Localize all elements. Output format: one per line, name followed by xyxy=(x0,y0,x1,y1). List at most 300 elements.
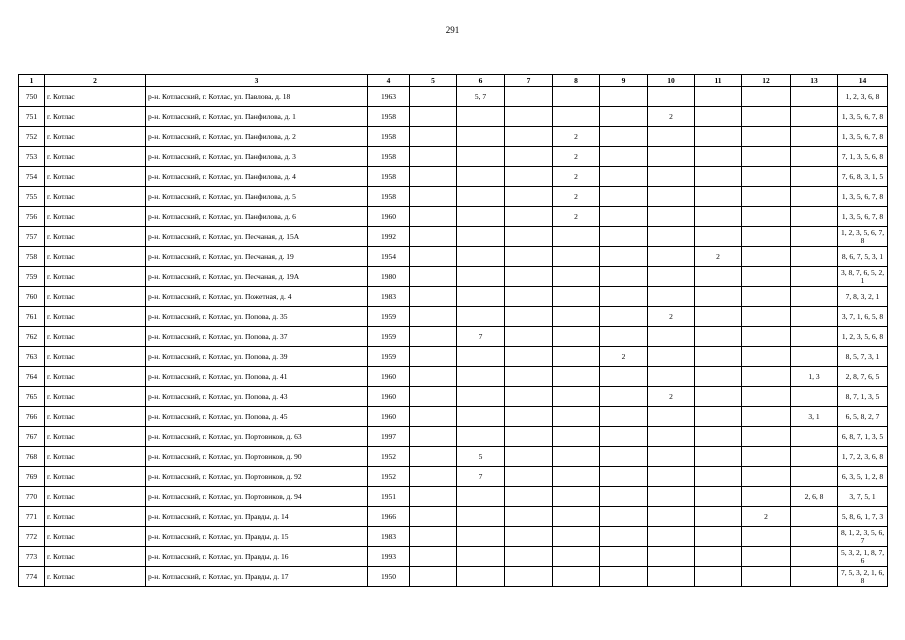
col-7-cell xyxy=(505,287,553,307)
column-header-1: 1 xyxy=(19,75,45,87)
settlement-cell: г. Котлас xyxy=(45,547,146,567)
col-5-cell xyxy=(410,427,457,447)
table-row xyxy=(19,507,888,527)
col-8-cell xyxy=(553,87,600,107)
col-6-cell xyxy=(457,187,505,207)
column-header-7: 7 xyxy=(505,75,553,87)
col-13-cell xyxy=(791,207,838,227)
address-cell: р-н. Котласский, г. Котлас, ул. Попова, д. 37 xyxy=(146,327,368,347)
col-14-cell: 2, 8, 7, 6, 5 xyxy=(838,367,888,387)
col-8-cell xyxy=(553,367,600,387)
col-8-cell xyxy=(553,547,600,567)
col-14-cell: 1, 3, 5, 6, 7, 8 xyxy=(838,127,888,147)
row-number-cell: 757 xyxy=(19,227,45,247)
col-14-cell: 5, 3, 2, 1, 8, 7, 6 xyxy=(838,547,888,567)
col-8-cell xyxy=(553,327,600,347)
col-7-cell xyxy=(505,267,553,287)
col-10-cell xyxy=(648,147,695,167)
col-8-cell: 2 xyxy=(553,187,600,207)
col-14-cell: 7, 5, 3, 2, 1, 6, 8 xyxy=(838,567,888,587)
col-13-cell xyxy=(791,447,838,467)
col-12-cell xyxy=(742,527,791,547)
table-row xyxy=(19,287,888,307)
row-number-cell: 763 xyxy=(19,347,45,367)
col-13-cell xyxy=(791,187,838,207)
col-5-cell xyxy=(410,167,457,187)
col-10-cell xyxy=(648,327,695,347)
address-cell: р-н. Котласский, г. Котлас, ул. Панфилова, д. 2 xyxy=(146,127,368,147)
col-10-cell xyxy=(648,207,695,227)
col-7-cell xyxy=(505,87,553,107)
year-built-cell: 1951 xyxy=(368,487,410,507)
column-header-6: 6 xyxy=(457,75,505,87)
col-12-cell xyxy=(742,407,791,427)
col-7-cell xyxy=(505,247,553,267)
address-cell: р-н. Котласский, г. Котлас, ул. Песчаная, д. 15А xyxy=(146,227,368,247)
table-row xyxy=(19,307,888,327)
year-built-cell: 1960 xyxy=(368,367,410,387)
row-number-cell: 755 xyxy=(19,187,45,207)
address-cell: р-н. Котласский, г. Котлас, ул. Портовиков, д. 92 xyxy=(146,467,368,487)
col-9-cell xyxy=(600,467,648,487)
col-7-cell xyxy=(505,447,553,467)
col-13-cell xyxy=(791,427,838,447)
col-11-cell xyxy=(695,427,742,447)
settlement-cell: г. Котлас xyxy=(45,407,146,427)
col-11-cell xyxy=(695,547,742,567)
address-cell: р-н. Котласский, г. Котлас, ул. Правды, д. 15 xyxy=(146,527,368,547)
col-8-cell xyxy=(553,507,600,527)
col-14-cell: 1, 7, 2, 3, 6, 8 xyxy=(838,447,888,467)
col-8-cell: 2 xyxy=(553,167,600,187)
col-7-cell xyxy=(505,567,553,587)
col-7-cell xyxy=(505,367,553,387)
address-cell: р-н. Котласский, г. Котлас, ул. Попова, д. 35 xyxy=(146,307,368,327)
col-11-cell xyxy=(695,187,742,207)
table-row xyxy=(19,207,888,227)
col-14-cell: 8, 1, 2, 3, 5, 6, 7 xyxy=(838,527,888,547)
table-row xyxy=(19,187,888,207)
col-7-cell xyxy=(505,527,553,547)
col-9-cell xyxy=(600,567,648,587)
col-7-cell xyxy=(505,507,553,527)
col-9-cell xyxy=(600,487,648,507)
col-10-cell xyxy=(648,167,695,187)
col-13-cell xyxy=(791,327,838,347)
col-9-cell xyxy=(600,527,648,547)
year-built-cell: 1966 xyxy=(368,507,410,527)
col-8-cell xyxy=(553,387,600,407)
col-14-cell: 7, 1, 3, 5, 6, 8 xyxy=(838,147,888,167)
col-12-cell xyxy=(742,487,791,507)
row-number-cell: 766 xyxy=(19,407,45,427)
table-row xyxy=(19,407,888,427)
table-row xyxy=(19,427,888,447)
row-number-cell: 750 xyxy=(19,87,45,107)
year-built-cell: 1960 xyxy=(368,207,410,227)
col-9-cell xyxy=(600,167,648,187)
address-cell: р-н. Котласский, г. Котлас, ул. Панфилова, д. 6 xyxy=(146,207,368,227)
year-built-cell: 1959 xyxy=(368,327,410,347)
col-14-cell: 8, 7, 1, 3, 5 xyxy=(838,387,888,407)
register-table xyxy=(18,74,888,587)
settlement-cell: г. Котлас xyxy=(45,307,146,327)
year-built-cell: 1992 xyxy=(368,227,410,247)
col-10-cell xyxy=(648,527,695,547)
col-10-cell xyxy=(648,547,695,567)
col-11-cell xyxy=(695,107,742,127)
col-12-cell xyxy=(742,247,791,267)
table-row xyxy=(19,327,888,347)
col-5-cell xyxy=(410,267,457,287)
col-12-cell xyxy=(742,187,791,207)
row-number-cell: 765 xyxy=(19,387,45,407)
row-number-cell: 753 xyxy=(19,147,45,167)
settlement-cell: г. Котлас xyxy=(45,247,146,267)
year-built-cell: 1954 xyxy=(368,247,410,267)
page-number: 291 xyxy=(445,25,460,35)
table-row xyxy=(19,167,888,187)
col-10-cell xyxy=(648,367,695,387)
col-5-cell xyxy=(410,227,457,247)
col-6-cell xyxy=(457,307,505,327)
col-13-cell xyxy=(791,267,838,287)
col-11-cell xyxy=(695,167,742,187)
col-7-cell xyxy=(505,547,553,567)
col-9-cell xyxy=(600,227,648,247)
column-header-14: 14 xyxy=(838,75,888,87)
col-14-cell: 5, 8, 6, 1, 7, 3 xyxy=(838,507,888,527)
address-cell: р-н. Котласский, г. Котлас, ул. Попова, д. 39 xyxy=(146,347,368,367)
row-number-cell: 751 xyxy=(19,107,45,127)
col-13-cell xyxy=(791,387,838,407)
col-5-cell xyxy=(410,407,457,427)
address-cell: р-н. Котласский, г. Котлас, ул. Панфилова, д. 4 xyxy=(146,167,368,187)
settlement-cell: г. Котлас xyxy=(45,367,146,387)
address-cell: р-н. Котласский, г. Котлас, ул. Панфилова, д. 5 xyxy=(146,187,368,207)
col-6-cell xyxy=(457,227,505,247)
settlement-cell: г. Котлас xyxy=(45,287,146,307)
col-11-cell xyxy=(695,127,742,147)
year-built-cell: 1960 xyxy=(368,407,410,427)
col-7-cell xyxy=(505,407,553,427)
col-13-cell xyxy=(791,127,838,147)
col-7-cell xyxy=(505,147,553,167)
table-row xyxy=(19,567,888,587)
year-built-cell: 1993 xyxy=(368,547,410,567)
col-5-cell xyxy=(410,307,457,327)
col-14-cell: 6, 3, 5, 1, 2, 8 xyxy=(838,467,888,487)
settlement-cell: г. Котлас xyxy=(45,567,146,587)
col-8-cell xyxy=(553,427,600,447)
settlement-cell: г. Котлас xyxy=(45,387,146,407)
col-8-cell xyxy=(553,307,600,327)
col-10-cell xyxy=(648,347,695,367)
col-12-cell xyxy=(742,227,791,247)
col-11-cell xyxy=(695,147,742,167)
col-13-cell xyxy=(791,107,838,127)
table-row xyxy=(19,527,888,547)
year-built-cell: 1958 xyxy=(368,107,410,127)
col-6-cell xyxy=(457,267,505,287)
col-6-cell xyxy=(457,387,505,407)
col-13-cell xyxy=(791,567,838,587)
year-built-cell: 1950 xyxy=(368,567,410,587)
address-cell: р-н. Котласский, г. Котлас, ул. Песчаная, д. 19 xyxy=(146,247,368,267)
col-8-cell xyxy=(553,487,600,507)
col-13-cell xyxy=(791,147,838,167)
col-11-cell: 2 xyxy=(695,247,742,267)
col-10-cell xyxy=(648,267,695,287)
col-9-cell: 2 xyxy=(600,347,648,367)
col-6-cell xyxy=(457,527,505,547)
row-number-cell: 764 xyxy=(19,367,45,387)
col-5-cell xyxy=(410,527,457,547)
col-8-cell xyxy=(553,227,600,247)
col-13-cell: 1, 3 xyxy=(791,367,838,387)
col-12-cell: 2 xyxy=(742,507,791,527)
col-8-cell xyxy=(553,447,600,467)
table-row xyxy=(19,347,888,367)
col-10-cell xyxy=(648,187,695,207)
col-7-cell xyxy=(505,487,553,507)
col-5-cell xyxy=(410,507,457,527)
col-12-cell xyxy=(742,367,791,387)
settlement-cell: г. Котлас xyxy=(45,147,146,167)
col-9-cell xyxy=(600,127,648,147)
table-row xyxy=(19,87,888,107)
col-6-cell xyxy=(457,167,505,187)
col-14-cell: 3, 7, 1, 6, 5, 8 xyxy=(838,307,888,327)
col-9-cell xyxy=(600,287,648,307)
col-14-cell: 7, 6, 8, 3, 1, 5 xyxy=(838,167,888,187)
row-number-cell: 771 xyxy=(19,507,45,527)
col-10-cell xyxy=(648,247,695,267)
col-6-cell: 7 xyxy=(457,327,505,347)
settlement-cell: г. Котлас xyxy=(45,227,146,247)
row-number-cell: 770 xyxy=(19,487,45,507)
address-cell: р-н. Котласский, г. Котлас, ул. Попова, д. 41 xyxy=(146,367,368,387)
col-5-cell xyxy=(410,207,457,227)
col-8-cell xyxy=(553,267,600,287)
col-10-cell xyxy=(648,227,695,247)
year-built-cell: 1959 xyxy=(368,347,410,367)
table-row xyxy=(19,487,888,507)
col-10-cell xyxy=(648,287,695,307)
col-13-cell xyxy=(791,87,838,107)
col-7-cell xyxy=(505,427,553,447)
col-8-cell xyxy=(553,527,600,547)
settlement-cell: г. Котлас xyxy=(45,527,146,547)
col-13-cell xyxy=(791,347,838,367)
settlement-cell: г. Котлас xyxy=(45,347,146,367)
col-5-cell xyxy=(410,387,457,407)
row-number-cell: 767 xyxy=(19,427,45,447)
column-header-3: 3 xyxy=(146,75,368,87)
column-header-2: 2 xyxy=(45,75,146,87)
col-6-cell xyxy=(457,207,505,227)
col-13-cell xyxy=(791,227,838,247)
table-row xyxy=(19,467,888,487)
col-10-cell xyxy=(648,467,695,487)
column-header-8: 8 xyxy=(553,75,600,87)
col-14-cell: 7, 8, 3, 2, 1 xyxy=(838,287,888,307)
col-8-cell xyxy=(553,107,600,127)
row-number-cell: 760 xyxy=(19,287,45,307)
col-14-cell: 3, 7, 5, 1 xyxy=(838,487,888,507)
col-5-cell xyxy=(410,127,457,147)
address-cell: р-н. Котласский, г. Котлас, ул. Пожетная, д. 4 xyxy=(146,287,368,307)
col-14-cell: 1, 3, 5, 6, 7, 8 xyxy=(838,187,888,207)
address-cell: р-н. Котласский, г. Котлас, ул. Песчаная, д. 19А xyxy=(146,267,368,287)
col-8-cell xyxy=(553,407,600,427)
year-built-cell: 1959 xyxy=(368,307,410,327)
address-cell: р-н. Котласский, г. Котлас, ул. Правды, д. 17 xyxy=(146,567,368,587)
address-cell: р-н. Котласский, г. Котлас, ул. Попова, д. 45 xyxy=(146,407,368,427)
row-number-cell: 773 xyxy=(19,547,45,567)
col-12-cell xyxy=(742,447,791,467)
col-14-cell: 1, 2, 3, 5, 6, 7, 8 xyxy=(838,227,888,247)
col-5-cell xyxy=(410,247,457,267)
col-9-cell xyxy=(600,327,648,347)
col-14-cell: 6, 8, 7, 1, 3, 5 xyxy=(838,427,888,447)
row-number-cell: 756 xyxy=(19,207,45,227)
col-6-cell xyxy=(457,347,505,367)
col-13-cell xyxy=(791,247,838,267)
col-12-cell xyxy=(742,327,791,347)
col-6-cell xyxy=(457,507,505,527)
table-row xyxy=(19,227,888,247)
col-8-cell xyxy=(553,467,600,487)
col-6-cell: 5 xyxy=(457,447,505,467)
col-6-cell xyxy=(457,247,505,267)
row-number-cell: 754 xyxy=(19,167,45,187)
col-5-cell xyxy=(410,447,457,467)
col-5-cell xyxy=(410,327,457,347)
col-6-cell xyxy=(457,567,505,587)
col-11-cell xyxy=(695,87,742,107)
settlement-cell: г. Котлас xyxy=(45,447,146,467)
col-7-cell xyxy=(505,307,553,327)
col-6-cell xyxy=(457,407,505,427)
col-12-cell xyxy=(742,387,791,407)
col-7-cell xyxy=(505,107,553,127)
col-6-cell xyxy=(457,427,505,447)
settlement-cell: г. Котлас xyxy=(45,487,146,507)
col-9-cell xyxy=(600,307,648,327)
col-12-cell xyxy=(742,287,791,307)
col-5-cell xyxy=(410,287,457,307)
col-11-cell xyxy=(695,407,742,427)
col-7-cell xyxy=(505,347,553,367)
row-number-cell: 759 xyxy=(19,267,45,287)
col-13-cell xyxy=(791,307,838,327)
column-header-9: 9 xyxy=(600,75,648,87)
col-14-cell: 8, 5, 7, 3, 1 xyxy=(838,347,888,367)
settlement-cell: г. Котлас xyxy=(45,107,146,127)
col-14-cell: 1, 3, 5, 6, 7, 8 xyxy=(838,207,888,227)
year-built-cell: 1960 xyxy=(368,387,410,407)
col-10-cell xyxy=(648,127,695,147)
col-5-cell xyxy=(410,467,457,487)
column-header-13: 13 xyxy=(791,75,838,87)
address-cell: р-н. Котласский, г. Котлас, ул. Портовиков, д. 90 xyxy=(146,447,368,467)
settlement-cell: г. Котлас xyxy=(45,507,146,527)
col-10-cell xyxy=(648,87,695,107)
table-row xyxy=(19,447,888,467)
col-11-cell xyxy=(695,507,742,527)
col-14-cell: 1, 3, 5, 6, 7, 8 xyxy=(838,107,888,127)
col-13-cell xyxy=(791,507,838,527)
col-13-cell xyxy=(791,287,838,307)
col-12-cell xyxy=(742,427,791,447)
col-11-cell xyxy=(695,267,742,287)
year-built-cell: 1952 xyxy=(368,467,410,487)
col-12-cell xyxy=(742,207,791,227)
row-number-cell: 772 xyxy=(19,527,45,547)
address-cell: р-н. Котласский, г. Котлас, ул. Павлова, д. 18 xyxy=(146,87,368,107)
col-5-cell xyxy=(410,87,457,107)
col-13-cell xyxy=(791,527,838,547)
col-12-cell xyxy=(742,347,791,367)
year-built-cell: 1958 xyxy=(368,187,410,207)
settlement-cell: г. Котлас xyxy=(45,187,146,207)
table-body xyxy=(19,87,888,587)
year-built-cell: 1997 xyxy=(368,427,410,447)
year-built-cell: 1983 xyxy=(368,527,410,547)
col-6-cell xyxy=(457,287,505,307)
year-built-cell: 1958 xyxy=(368,147,410,167)
col-14-cell: 1, 2, 3, 6, 8 xyxy=(838,87,888,107)
col-14-cell: 1, 2, 3, 5, 6, 8 xyxy=(838,327,888,347)
settlement-cell: г. Котлас xyxy=(45,167,146,187)
col-9-cell xyxy=(600,547,648,567)
col-5-cell xyxy=(410,367,457,387)
settlement-cell: г. Котлас xyxy=(45,427,146,447)
col-10-cell: 2 xyxy=(648,107,695,127)
col-7-cell xyxy=(505,167,553,187)
col-11-cell xyxy=(695,367,742,387)
col-11-cell xyxy=(695,527,742,547)
column-header-4: 4 xyxy=(368,75,410,87)
col-8-cell xyxy=(553,247,600,267)
col-6-cell xyxy=(457,547,505,567)
col-11-cell xyxy=(695,387,742,407)
address-cell: р-н. Котласский, г. Котлас, ул. Правды, д. 14 xyxy=(146,507,368,527)
address-cell: р-н. Котласский, г. Котлас, ул. Портовиков, д. 63 xyxy=(146,427,368,447)
col-10-cell xyxy=(648,567,695,587)
settlement-cell: г. Котлас xyxy=(45,267,146,287)
col-6-cell xyxy=(457,147,505,167)
year-built-cell: 1952 xyxy=(368,447,410,467)
column-header-5: 5 xyxy=(410,75,457,87)
col-10-cell xyxy=(648,447,695,467)
col-12-cell xyxy=(742,267,791,287)
table-row xyxy=(19,387,888,407)
col-9-cell xyxy=(600,187,648,207)
col-7-cell xyxy=(505,327,553,347)
settlement-cell: г. Котлас xyxy=(45,127,146,147)
table-row xyxy=(19,247,888,267)
col-9-cell xyxy=(600,427,648,447)
col-11-cell xyxy=(695,347,742,367)
column-header-11: 11 xyxy=(695,75,742,87)
row-number-cell: 768 xyxy=(19,447,45,467)
col-11-cell xyxy=(695,487,742,507)
col-7-cell xyxy=(505,227,553,247)
col-11-cell xyxy=(695,447,742,467)
table-row xyxy=(19,547,888,567)
